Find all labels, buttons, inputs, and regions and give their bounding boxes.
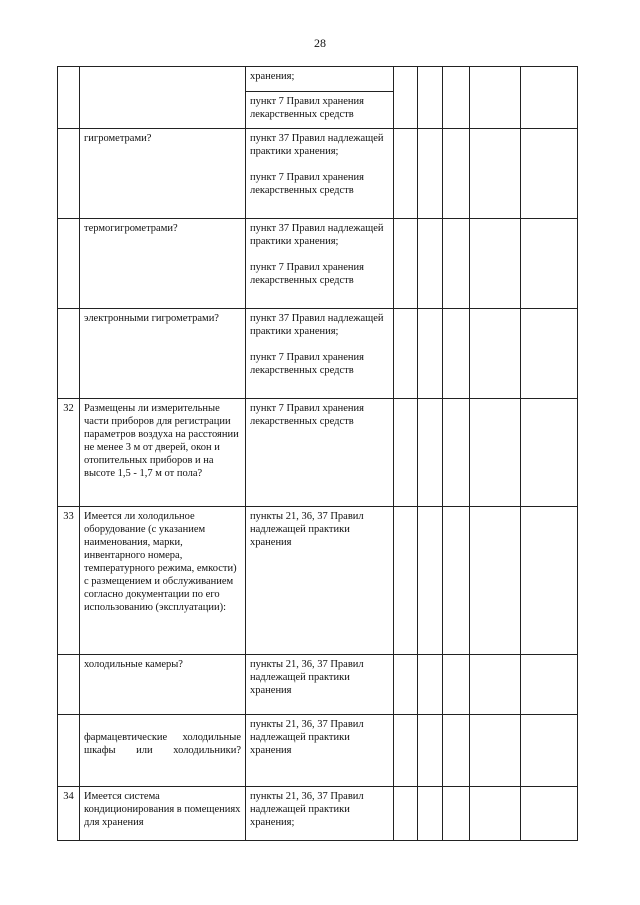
answer-cell [443,507,470,655]
answer-cell [470,655,521,715]
reference-text: пункты 21, 36, 37 Правил надлежащей практики хранения; [250,791,364,828]
answer-cell [443,67,470,129]
reference-text: пункт 7 Правил хранения лекарственных средств [250,403,364,427]
requirement-question: электронными гигрометрами? [80,309,246,399]
legal-reference [246,309,394,399]
answer-cell [394,715,418,787]
answer-cell [470,715,521,787]
requirement-question: термогигрометрами? [80,219,246,309]
answer-cell [470,219,521,309]
legal-reference [246,787,394,841]
row-number [58,309,80,399]
table-row [58,309,578,399]
row-number [58,67,80,129]
row-number: 32 [58,399,80,507]
reference-text: пункт 7 Правил хранения лекарственных средств [250,172,364,196]
reference-text: пункт 37 Правил надлежащей практики хранения; [250,313,384,337]
row-number [58,219,80,309]
table-row [58,787,578,841]
answer-cell [394,67,418,129]
reference-text: пункт 7 Правил хранения лекарственных средств [250,262,364,286]
table-row [58,399,578,507]
answer-cell [521,655,578,715]
answer-cell [470,399,521,507]
reference-text: пункт 7 Правил хранения лекарственных средств [250,352,364,376]
answer-cell [470,67,521,129]
answer-cell [470,507,521,655]
reference-text: пункт 37 Правил надлежащей практики хранения; [250,133,384,157]
answer-cell [521,309,578,399]
table-row [58,507,578,655]
answer-cell [418,219,443,309]
checklist-table [57,66,578,841]
requirement-question [80,67,246,129]
answer-cell [418,507,443,655]
answer-cell [418,715,443,787]
legal-reference [246,507,394,655]
reference-text: пункты 21, 36, 37 Правил надлежащей практики хранения [250,719,364,756]
legal-reference [246,219,394,309]
answer-cell [521,129,578,219]
reference-text: пункт 37 Правил надлежащей практики хранения; [250,223,384,247]
requirement-question: холодильные камеры? [80,655,246,715]
answer-cell [394,507,418,655]
answer-cell [521,67,578,129]
row-number [58,129,80,219]
row-number: 34 [58,787,80,841]
answer-cell [470,309,521,399]
table-row [58,655,578,715]
legal-reference [246,67,394,129]
page-number: 28 [314,36,326,50]
answer-cell [470,787,521,841]
reference-text: пункты 21, 36, 37 Правил надлежащей практики хранения [250,511,364,548]
answer-cell [418,787,443,841]
answer-cell [394,399,418,507]
table-row [58,67,578,129]
answer-cell [470,129,521,219]
requirement-question: Размещены ли измерительные части приборов для регистрации параметров воздуха на расстоянии не менее 3 м от дверей, окон и отопительных приборов и на высоте 1,5 - 1,7 м от пола? [80,399,246,507]
requirement-question: гигрометрами? [80,129,246,219]
answer-cell [418,67,443,129]
answer-cell [443,129,470,219]
answer-cell [443,399,470,507]
answer-cell [521,787,578,841]
answer-cell [443,219,470,309]
reference-text: хранения; [250,71,295,82]
answer-cell [443,655,470,715]
requirement-question: Имеется ли холодильное оборудование (с указанием наименования, марки, инвентарного номера, температурного режима, емкости) с размещением и обслуживанием согласно документации по его использованию (эксплуатации): [80,507,246,655]
row-number [58,715,80,787]
legal-reference [246,715,394,787]
legal-reference [246,655,394,715]
answer-cell [394,787,418,841]
reference-text: пункт 7 Правил хранения лекарственных средств [246,91,393,124]
table-row [58,715,578,787]
answer-cell [394,655,418,715]
answer-cell [418,129,443,219]
requirement-question: фармацевтические холодильные шкафы или холодильники? [80,715,246,787]
reference-text: пункты 21, 36, 37 Правил надлежащей практики хранения [250,659,364,696]
legal-reference [246,129,394,219]
row-number [58,655,80,715]
answer-cell [521,399,578,507]
answer-cell [394,129,418,219]
requirement-question: Имеется система кондиционирования в помещениях для хранения [80,787,246,841]
answer-cell [394,219,418,309]
answer-cell [521,715,578,787]
answer-cell [443,309,470,399]
answer-cell [418,399,443,507]
answer-cell [443,715,470,787]
answer-cell [418,655,443,715]
legal-reference [246,399,394,507]
answer-cell [394,309,418,399]
table-row [58,219,578,309]
answer-cell [418,309,443,399]
answer-cell [521,219,578,309]
row-number: 33 [58,507,80,655]
answer-cell [521,507,578,655]
table-row [58,129,578,219]
answer-cell [443,787,470,841]
